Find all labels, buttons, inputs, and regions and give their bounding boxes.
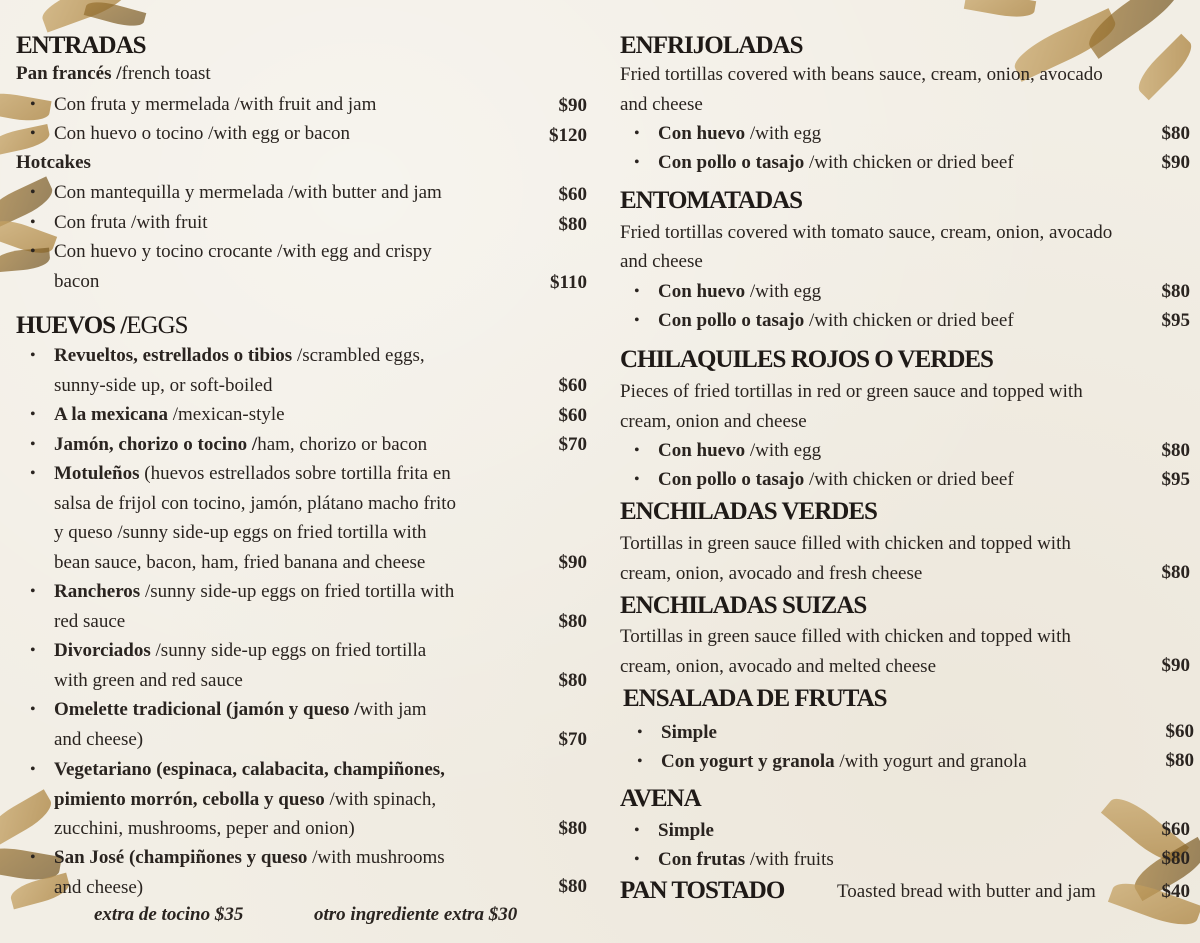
section-description: cream, onion and cheese [620, 411, 807, 432]
bullet-icon: • [30, 642, 36, 659]
menu-item [634, 119, 1118, 149]
item-text: /with egg [745, 123, 822, 144]
bullet-icon: • [634, 154, 640, 171]
item-text: /with egg [745, 440, 822, 461]
bullet-icon: • [30, 849, 36, 866]
bullet-icon: • [634, 822, 640, 839]
bullet-icon: • [30, 583, 36, 600]
item-name: San José (champiñones y queso [54, 847, 308, 868]
menu-item [30, 178, 544, 208]
item-text: /with mushrooms [307, 847, 445, 868]
item-price: $80 [1161, 562, 1190, 583]
item-price: $90 [1161, 655, 1190, 676]
item-name: Motuleños [54, 463, 140, 484]
menu-item [30, 430, 554, 460]
menu-item [634, 306, 1118, 336]
item-text: Con mantequilla y mermelada /with butter and jam [54, 182, 442, 203]
menu-item [634, 845, 1118, 875]
item-text: (huevos estrellados sobre tortilla frita en [139, 463, 451, 484]
item-text: ham, chorizo or bacon [257, 434, 428, 455]
item-price: $70 [558, 434, 587, 455]
item-price: $80 [1161, 123, 1190, 144]
item-name: Simple [661, 722, 717, 743]
bullet-icon: • [30, 465, 36, 482]
item-price: $90 [1161, 152, 1190, 173]
item-price: $80 [558, 670, 587, 691]
item-price: $110 [550, 272, 587, 293]
bullet-icon: • [30, 125, 36, 142]
item-price: $80 [558, 818, 587, 839]
section-description: Tortillas in green sauce filled with chicken and topped with [620, 533, 1071, 554]
pan-frances-desc: french toast [121, 63, 211, 84]
section-description: Pieces of fried tortillas in red or green sauce and topped with [620, 381, 1083, 402]
item-price: $80 [558, 611, 587, 632]
menu-item [30, 459, 554, 577]
item-text: /scrambled eggs, [292, 345, 425, 366]
item-text: bacon [54, 270, 100, 292]
item-text: with green and red sauce [54, 669, 243, 691]
item-text: /sunny side-up eggs on fried tortilla with [140, 581, 455, 602]
bullet-icon: • [30, 761, 36, 778]
item-text: /with fruits [745, 849, 834, 870]
item-price: $60 [558, 375, 587, 396]
bullet-icon: • [634, 471, 640, 488]
item-text: zucchini, mushrooms, peper and onion) [54, 818, 355, 840]
subsection-pan-frances [16, 63, 211, 85]
item-name: Revueltos, estrellados o tibios [54, 345, 293, 366]
item-price: $80 [558, 214, 587, 235]
menu-item [30, 208, 544, 238]
item-price: $95 [1161, 310, 1190, 331]
item-name: A la mexicana [54, 404, 168, 425]
item-text: /with chicken or dried beef [804, 310, 1014, 331]
extra-ingredient-note: otro ingrediente extra $30 [314, 904, 518, 925]
bullet-icon: • [637, 724, 643, 741]
item-name: pimiento morrón, cebolla y queso [54, 788, 325, 810]
menu-item [30, 843, 554, 902]
item-name: Jamón, chorizo o tocino / [54, 434, 258, 455]
item-name: Rancheros [54, 581, 141, 602]
item-price: $80 [1165, 750, 1194, 771]
item-text: /with chicken or dried beef [804, 469, 1014, 490]
item-price: $70 [558, 729, 587, 750]
item-text: with jam [359, 699, 427, 720]
item-price: $95 [1161, 469, 1190, 490]
item-text: salsa de frijol con tocino, jamón, plátano macho frito [54, 492, 457, 514]
item-name: Con huevo [658, 281, 746, 302]
item-text: red sauce [54, 610, 126, 632]
item-text: Con fruta y mermelada /with fruit and jam [54, 94, 377, 115]
huevos-title-light: EGGS [126, 312, 188, 339]
item-price: $120 [549, 125, 587, 146]
item-text: sunny-side up, or soft-boiled [54, 374, 273, 396]
item-price: $80 [1161, 281, 1190, 302]
bullet-icon: • [634, 851, 640, 868]
bullet-icon: • [634, 442, 640, 459]
bullet-icon: • [30, 184, 36, 201]
huevos-title-bold: HUEVOS / [16, 312, 127, 339]
item-name: Con huevo [658, 440, 746, 461]
section-description: Tortillas in green sauce filled with chicken and topped with [620, 626, 1071, 647]
section-title-enfrijoladas: ENFRIJOLADAS [620, 32, 803, 59]
item-name: Omelette tradicional (jamón y queso / [54, 699, 360, 720]
item-text: /mexican-style [168, 404, 285, 425]
menu-item [30, 577, 554, 636]
item-text: Con huevo y tocino crocante /with egg and crispy [54, 241, 432, 262]
section-description: cream, onion, avocado and melted cheese [620, 656, 936, 677]
section-description: cream, onion, avocado and fresh cheese [620, 563, 923, 584]
item-text: bean sauce, bacon, ham, fried banana and cheese [54, 551, 426, 573]
bullet-icon: • [634, 125, 640, 142]
item-price: $80 [1161, 848, 1190, 869]
section-description: and cheese [620, 251, 703, 272]
menu-item [634, 465, 1118, 495]
menu-item [637, 747, 1121, 777]
bullet-icon: • [30, 243, 36, 260]
item-price: $40 [1161, 881, 1190, 902]
bullet-icon: • [30, 436, 36, 453]
menu-item [30, 400, 554, 430]
section-title-enchiladas-suizas: ENCHILADAS SUIZAS [620, 592, 867, 619]
section-description: Toasted bread with butter and jam [837, 881, 1096, 902]
item-price: $90 [558, 552, 587, 573]
bullet-icon: • [634, 312, 640, 329]
item-name: Con pollo o tasajo [658, 310, 805, 331]
item-name: Vegetariano (espinaca, calabacita, champiñones, [54, 759, 445, 780]
bullet-icon: • [30, 214, 36, 231]
section-title-enchiladas-verdes: ENCHILADAS VERDES [620, 498, 877, 525]
item-price: $60 [558, 405, 587, 426]
item-text: /with chicken or dried beef [804, 152, 1014, 173]
menu-item [30, 90, 544, 120]
item-text: and cheese) [54, 728, 144, 750]
menu-item [30, 119, 544, 149]
item-name: Con frutas [658, 849, 746, 870]
menu-item [637, 718, 1121, 748]
bullet-icon: • [30, 406, 36, 423]
item-price: $90 [558, 95, 587, 116]
extra-bacon-note: extra de tocino $35 [94, 904, 244, 925]
section-title-chilaquiles: CHILAQUILES ROJOS O VERDES [620, 346, 993, 373]
item-price: $60 [1165, 721, 1194, 742]
item-name: Con pollo o tasajo [658, 152, 805, 173]
bullet-icon: • [637, 753, 643, 770]
item-text: Con fruta /with fruit [54, 212, 208, 233]
section-title-ensalada-de-frutas: ENSALADA DE FRUTAS [623, 685, 887, 712]
menu-item [30, 636, 554, 695]
item-text: /with egg [745, 281, 822, 302]
item-price: $80 [558, 876, 587, 897]
subsection-hotcakes: Hotcakes [16, 152, 91, 173]
menu-item [30, 341, 554, 400]
section-title-entradas: ENTRADAS [16, 32, 146, 59]
section-description: Fried tortillas covered with beans sauce, cream, onion, avocado [620, 64, 1103, 85]
bullet-icon: • [30, 347, 36, 364]
item-price: $60 [1161, 819, 1190, 840]
item-price: $60 [558, 184, 587, 205]
item-name: Con huevo [658, 123, 746, 144]
item-name: Divorciados [54, 640, 151, 661]
menu-item [634, 148, 1118, 178]
section-title-pan-tostado: PAN TOSTADO [620, 877, 785, 904]
pan-frances-name: Pan francés / [16, 63, 122, 84]
item-text: /with yogurt and granola [834, 751, 1027, 772]
menu-item [634, 277, 1118, 307]
item-text: /with spinach, [324, 788, 437, 810]
item-name: Con pollo o tasajo [658, 469, 805, 490]
menu-item [30, 695, 554, 754]
item-text: y queso /sunny side-up eggs on fried tortilla with [54, 522, 427, 544]
section-title-avena: AVENA [620, 785, 701, 812]
menu-item [30, 237, 554, 296]
bullet-icon: • [30, 96, 36, 113]
item-text: Con huevo o tocino /with egg or bacon [54, 123, 351, 144]
menu-item [634, 436, 1118, 466]
item-name: Con yogurt y granola [661, 751, 835, 772]
item-text: /sunny side-up eggs on fried tortilla [150, 640, 427, 661]
item-text: and cheese) [54, 876, 144, 898]
bullet-icon: • [30, 701, 36, 718]
section-title-huevos [16, 312, 188, 340]
item-name: Simple [658, 820, 714, 841]
section-description: Fried tortillas covered with tomato sauce, cream, onion, avocado [620, 222, 1113, 243]
bullet-icon: • [634, 283, 640, 300]
section-title-entomatadas: ENTOMATADAS [620, 187, 803, 214]
item-price: $80 [1161, 440, 1190, 461]
menu-item [634, 816, 1118, 846]
section-description: and cheese [620, 94, 703, 115]
menu-item [30, 755, 564, 844]
